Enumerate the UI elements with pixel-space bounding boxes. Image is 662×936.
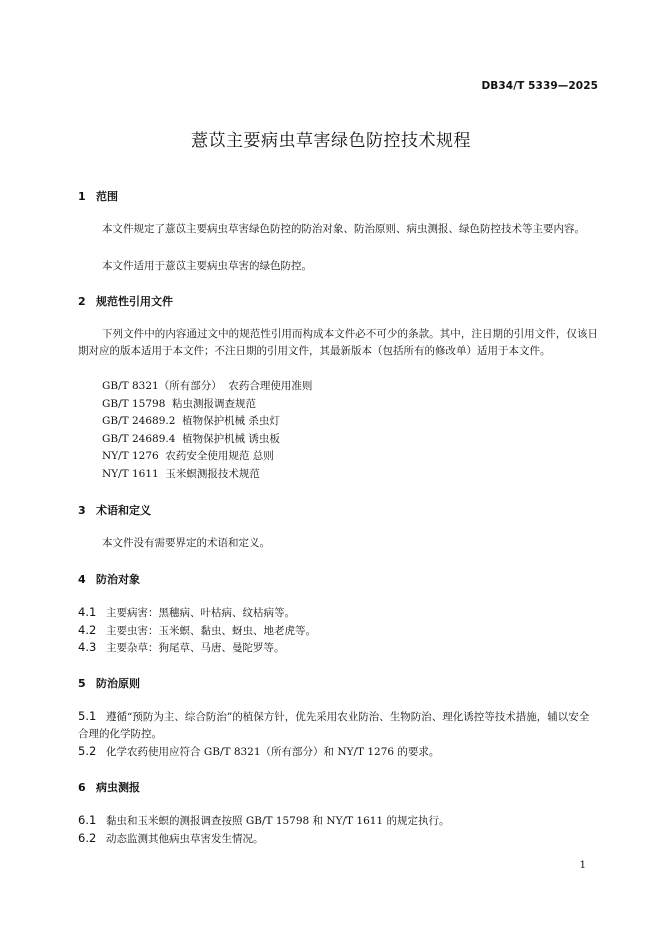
clause-number: 6.1 [78, 813, 97, 827]
section-heading-2 [78, 293, 173, 309]
section-number: 5 [78, 677, 86, 690]
clause-number: 4.3 [78, 640, 97, 654]
clause-number: 5.2 [78, 744, 97, 758]
section-number: 6 [78, 781, 86, 794]
clause-text: 主要虫害：玉米螟、黏虫、蚜虫、地老虎等。 [106, 625, 316, 637]
clause-text: 主要病害：黑穗病、叶枯病、纹枯病等。 [106, 607, 295, 619]
clause-text: 主要杂草：狗尾草、马唐、曼陀罗等。 [106, 642, 285, 654]
section-heading-6 [78, 779, 140, 795]
reference-item: GB/T 24689.2 植物保护机械 杀虫灯 [102, 415, 280, 427]
clause-number: 4.1 [78, 605, 97, 619]
section-title: 范围 [96, 190, 118, 203]
section-title: 术语和定义 [96, 504, 151, 517]
clause-text: 化学农药使用应符合 GB/T 8321（所有部分）和 NY/T 1276 的要求。 [106, 746, 440, 758]
clause-item [78, 604, 598, 622]
clause-text: 遵循“预防为主、综合防治”的植保方针，优先采用农业防治、生物防治、理化诱控等技术措施，辅以安全合理的化学防控。 [78, 711, 590, 740]
clause-number: 6.2 [78, 831, 97, 845]
page-number: 1 [579, 860, 586, 871]
paragraph: 本文件适用于薏苡主要病虫草害的绿色防控。 [102, 260, 312, 272]
clause-number: 4.2 [78, 623, 97, 637]
clause-item [78, 830, 598, 848]
section-heading-3 [78, 502, 151, 518]
section-number: 4 [78, 573, 86, 586]
clause-item [78, 622, 598, 640]
clause-item [78, 812, 598, 830]
section-number: 3 [78, 504, 86, 517]
reference-item: GB/T 8321（所有部分） 农药合理使用准则 [102, 380, 313, 392]
section-title: 规范性引用文件 [96, 295, 173, 308]
reference-item: NY/T 1276 农药安全使用规范 总则 [102, 450, 274, 462]
reference-item: GB/T 15798 粘虫测报调查规范 [102, 398, 257, 410]
clause-text: 动态监测其他病虫草害发生情况。 [106, 833, 264, 845]
section-heading-1 [78, 188, 118, 204]
section-number: 2 [78, 295, 86, 308]
section-number: 1 [78, 190, 86, 203]
section-title: 病虫测报 [96, 781, 140, 794]
paragraph: 本文件规定了薏苡主要病虫草害绿色防控的防治对象、防治原则、病虫测报、绿色防控技术等主要内容。 [102, 223, 585, 235]
clause-item [78, 743, 598, 761]
reference-item: GB/T 24689.4 植物保护机械 诱虫板 [102, 433, 280, 445]
document-code: DB34/T 5339—2025 [481, 80, 598, 92]
paragraph: 本文件没有需要界定的术语和定义。 [102, 537, 270, 549]
paragraph: 下列文件中的内容通过文中的规范性引用而构成本文件必不可少的条款。其中，注日期的引用文件，仅该日期对应的版本适用于本文件；不注日期的引用文件，其最新版本（包括所有的修改单）适用于本文件。 [78, 328, 598, 357]
clause-text: 黏虫和玉米螟的测报调查按照 GB/T 15798 和 NY/T 1611 的规定执行。 [106, 815, 450, 827]
document-title: 薏苡主要病虫草害绿色防控技术规程 [191, 131, 471, 151]
clause-number: 5.1 [78, 709, 97, 723]
clause-item [78, 639, 598, 657]
clause-item [78, 708, 598, 743]
section-title: 防治对象 [96, 573, 140, 586]
section-title: 防治原则 [96, 677, 140, 690]
reference-item: NY/T 1611 玉米螟测报技术规范 [102, 468, 260, 480]
section-heading-4 [78, 571, 140, 587]
section-heading-5 [78, 675, 140, 691]
